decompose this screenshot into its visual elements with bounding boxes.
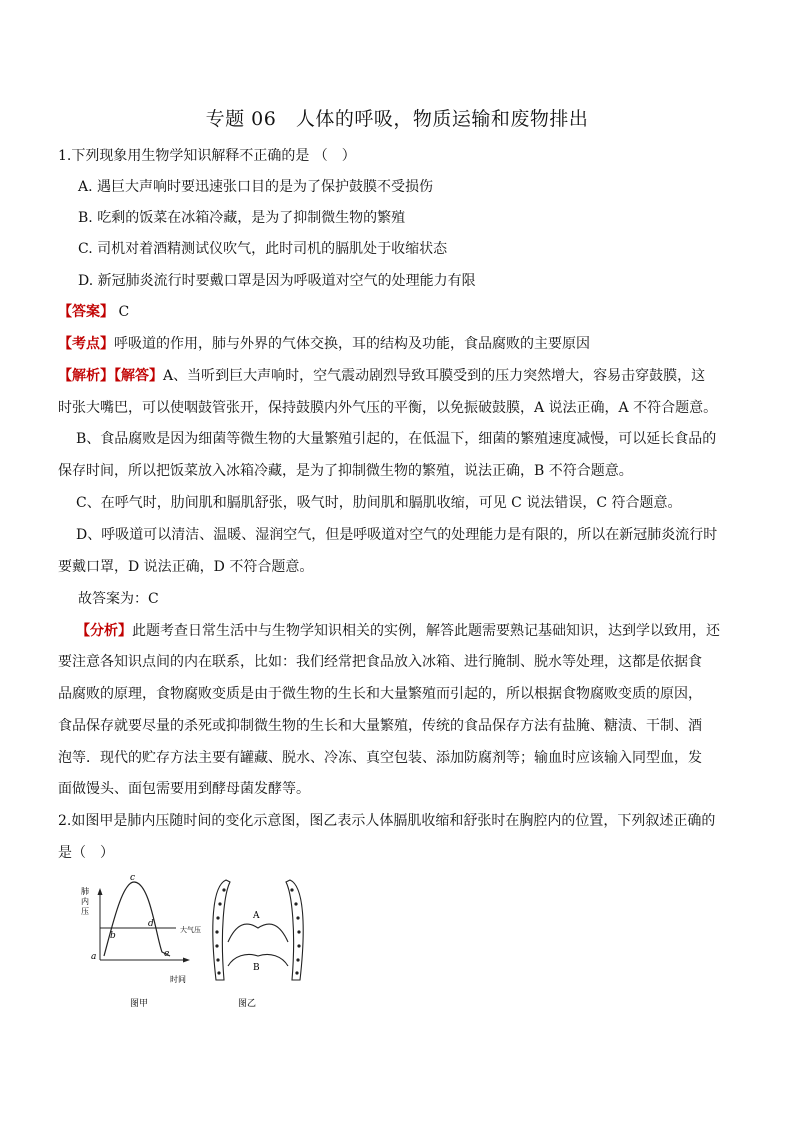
jiexi-d-text: D、呼吸道可以清洁、温暖、湿润空气，但是呼吸道对空气的处理能力是有限的，所以在新冠肺炎流行时	[76, 527, 718, 543]
page-title: 专题 06 人体的呼吸，物质运输和废物排出	[205, 108, 589, 130]
question-1-stem: 1.下列现象用生物学知识解释不正确的是 （ ）	[58, 148, 356, 164]
figure-yi-label-a: A	[253, 911, 260, 921]
fenxi-text-4: 食品保存就要尽量的杀死或抑制微生物的生长和大量繁殖，传统的食品保存方法有盐腌、糖渍、干制、酒	[58, 718, 702, 734]
figure-jia-xlabel: 时间	[170, 975, 186, 984]
figure-area	[78, 872, 318, 1012]
figure-jia-x-arrow	[183, 958, 190, 963]
fenxi-text-1: 此题考查日常生活中与生物学知识相关的实例，解答此题需要熟记基础知识，达到学以致用，还	[132, 623, 720, 639]
figure-jia-point-a: a	[91, 952, 97, 962]
figure-yi	[213, 880, 303, 1009]
figure-yi-left-ribcage	[213, 880, 230, 980]
jiexi-d-cont: 要戴口罩，D 说法正确，D 不符合题意。	[58, 559, 314, 575]
figure-jia-pressure-curve	[104, 882, 170, 956]
answer-tag: 【答案】	[58, 304, 114, 320]
jiexi-a-text: A、当听到巨大声响时，空气震动剧烈导致耳膜受到的压力突然增大，容易击穿鼓膜，这	[163, 368, 706, 384]
figure-yi-diaphragm-a	[228, 924, 288, 942]
kaodian-tag: 【考点】	[58, 336, 114, 352]
figure-jia-ylabel: 肺内压	[81, 887, 89, 916]
fenxi-text-3: 品腐败的原理，食物腐败变质是由于微生物的生长和大量繁殖而引起的，所以根据食物腐败变质的原因，	[58, 686, 702, 702]
question-1-option-a: A. 遇巨大声响时要迅速张口目的是为了保护鼓膜不受损伤	[78, 179, 434, 195]
question-1-option-b: B. 吃剩的饭菜在冰箱冷藏，是为了抑制微生物的繁殖	[78, 210, 406, 226]
answer-value: C	[114, 304, 130, 320]
question-2-stem-cont: 是（ ）	[58, 845, 114, 861]
figure-jia-point-d: d	[148, 919, 154, 929]
jiexi-c-text: C、在呼气时，肋间肌和膈肌舒张，吸气时，肋间肌和膈肌收缩，可见 C 说法错误，C 符合题意。	[76, 495, 682, 511]
final-answer: 故答案为：C	[78, 591, 159, 607]
fenxi-text-2: 要注意各知识点间的内在联系，比如：我们经常把食品放入冰箱、进行腌制、脱水等处理，这都是依据食	[58, 654, 702, 670]
jiexi-a-cont: 时张大嘴巴，可以使咽鼓管张开，保持鼓膜内外气压的平衡，以免振破鼓膜，A 说法正确，A 不符合题意。	[58, 400, 718, 416]
jiexi-tag: 【解析】【解答】	[58, 368, 163, 384]
figure-yi-caption: 图乙	[238, 999, 257, 1009]
fenxi-line	[76, 621, 756, 641]
fenxi-text-6: 面做馒头、面包需要用到酵母菌发酵等。	[58, 781, 310, 797]
figure-jia-y-arrow	[98, 888, 103, 895]
jiexi-b-cont: 保存时间，所以把饭菜放入冰箱冷藏，是为了抑制微生物的繁殖，说法正确，B 不符合题意。	[58, 463, 633, 479]
fenxi-tag: 【分析】	[76, 623, 132, 639]
question-2-stem: 2.如图甲是肺内压随时间的变化示意图，图乙表示人体膈肌收缩和舒张时在胸腔内的位置，下列叙述正确的	[58, 813, 716, 829]
figure-yi-right-ribcage	[286, 880, 303, 980]
jiexi-line	[58, 366, 738, 386]
kaodian-line	[58, 334, 738, 354]
kaodian-text: 呼吸道的作用，肺与外界的气体交换，耳的结构及功能，食品腐败的主要原因	[114, 336, 590, 352]
figure-jia-baseline-label: 大气压	[180, 926, 201, 934]
question-1-option-c: C. 司机对着酒精测试仪吹气，此时司机的膈肌处于收缩状态	[78, 241, 448, 257]
figure-jia-caption: 图甲	[130, 999, 149, 1009]
figure-jia	[81, 873, 201, 1009]
question-1-option-d: D. 新冠肺炎流行时要戴口罩是因为呼吸道对空气的处理能力有限	[78, 273, 476, 289]
figure-yi-label-b: B	[253, 963, 260, 973]
figure-yi-rib-dots	[215, 888, 300, 974]
figure-jia-point-e: e	[164, 949, 170, 959]
fenxi-text-5: 泡等．现代的贮存方法主要有罐藏、脱水、冷冻、真空包装、添加防腐剂等；输血时应该输入同型血，发	[58, 750, 702, 766]
figure-jia-point-c: c	[130, 873, 136, 883]
figure-jia-point-b: b	[110, 931, 116, 941]
jiexi-b-text: B、食品腐败是因为细菌等微生物的大量繁殖引起的，在低温下，细菌的繁殖速度减慢，可以延长食品的	[76, 431, 717, 447]
answer-line	[58, 302, 738, 322]
